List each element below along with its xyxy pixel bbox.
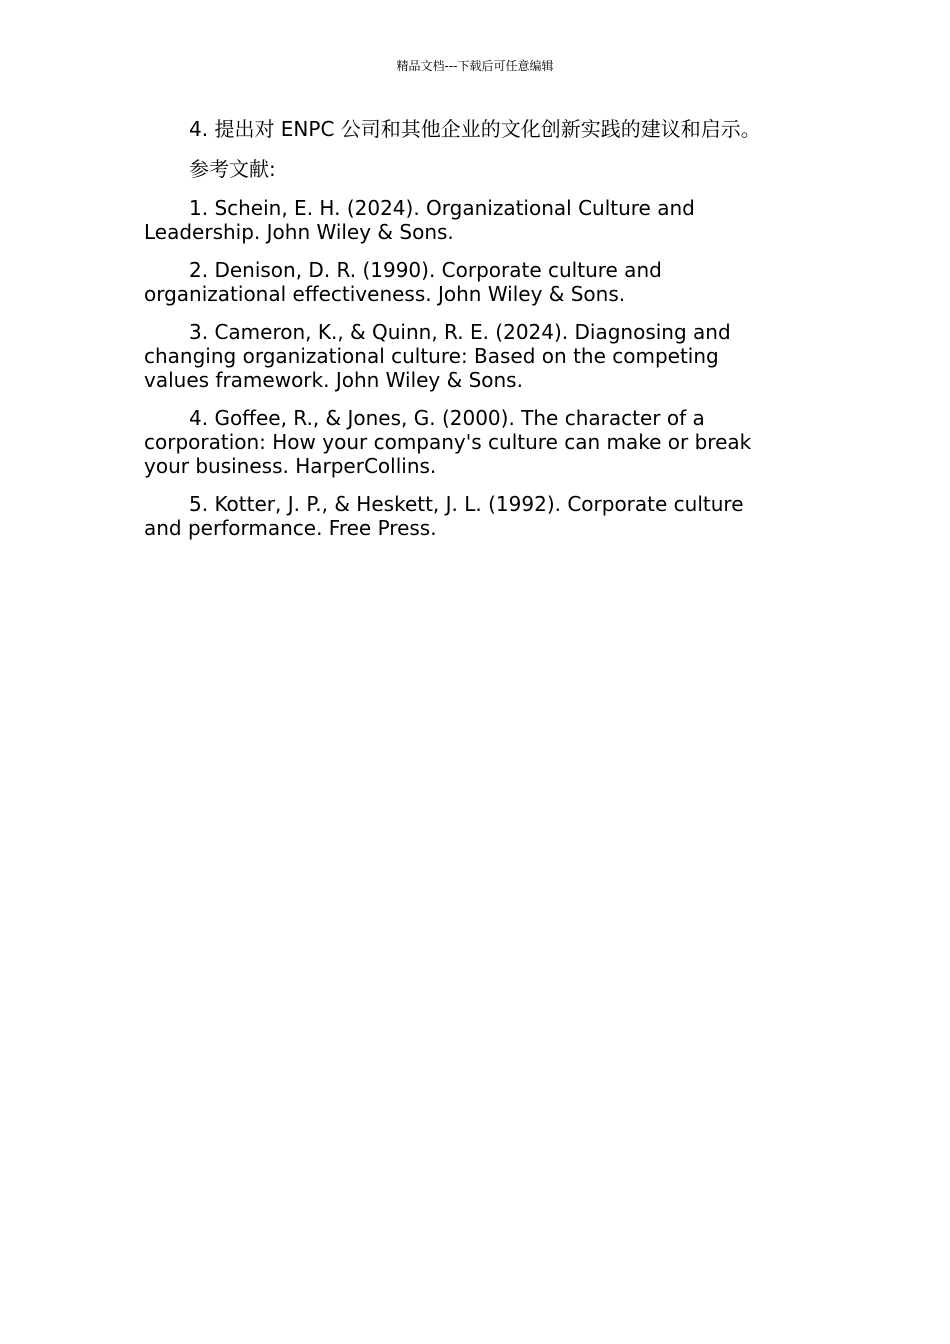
- page-header: 精品文档---下载后可任意编辑: [396, 59, 554, 73]
- reference-item: 3. Cameron, K., & Quinn, R. E. (2024). Diagnosing and changing organizational culture: Based on the competing values framework. John Wiley & Sons.: [144, 320, 731, 392]
- reference-list: [144, 196, 784, 540]
- references-heading: 参考文献:: [189, 157, 276, 181]
- list-item-4: 4. 提出对 ENPC 公司和其他企业的文化创新实践的建议和启示。: [189, 117, 761, 141]
- reference-item: 4. Goffee, R., & Jones, G. (2000). The character of a corporation: How your company's culture can make or break your business. HarperCollins.: [144, 406, 752, 478]
- document-body: [144, 116, 784, 554]
- reference-item: 1. Schein, E. H. (2024). Organizational Culture and Leadership. John Wiley & Sons.: [144, 196, 695, 244]
- reference-item: 5. Kotter, J. P., & Heskett, J. L. (1992). Corporate culture and performance. Free Press.: [144, 492, 744, 540]
- reference-item: 2. Denison, D. R. (1990). Corporate culture and organizational effectiveness. John Wiley & Sons.: [144, 258, 662, 306]
